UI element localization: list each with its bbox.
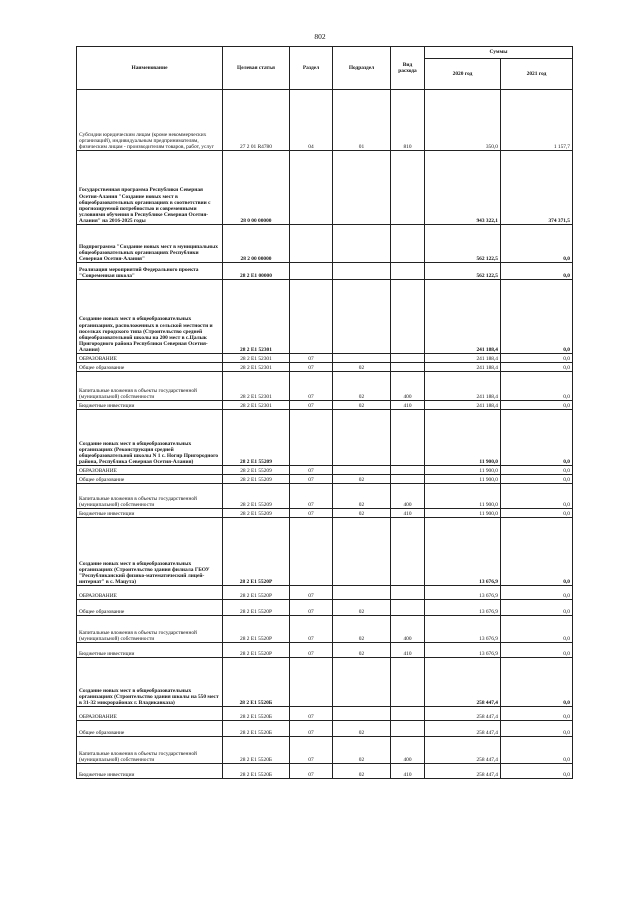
table-row — [77, 90, 573, 151]
row-expense-type — [391, 363, 425, 372]
row-section: 07 — [290, 466, 333, 475]
row-sum-2021: 0,0 — [501, 586, 573, 600]
row-subsection: 02 — [333, 401, 391, 410]
row-target-code: 28 2 E1 5520Б — [223, 721, 290, 737]
row-subsection: 02 — [333, 721, 391, 737]
row-name: Субсидии юридическим лицам (кроме некоммерческих организаций), индивидуальным предпринимателям, физическим лицам - производителям товаров, работ, услуг — [77, 90, 223, 151]
row-sum-2020: 241 188,4 — [425, 372, 501, 401]
row-section: 07 — [290, 737, 333, 764]
table-row — [77, 151, 573, 225]
row-sum-2020: 258 447,4 — [425, 764, 501, 779]
row-sum-2020: 241 188,4 — [425, 354, 501, 363]
row-subsection: 02 — [333, 475, 391, 484]
row-expense-type: 410 — [391, 509, 425, 518]
table-row — [77, 410, 573, 466]
row-subsection — [333, 280, 391, 354]
table-row — [77, 764, 573, 779]
row-name: Создание новых мест в общеобразовательных организациях, расположенных в сельской местности и поселках городского типа (Строительство средней общеобразовательной школы на 200 мест в с.Цалык Пригородного района Республики Северная Осетия-Алания) — [77, 280, 223, 354]
row-subsection: 02 — [333, 643, 391, 658]
table-row — [77, 643, 573, 658]
row-section: 07 — [290, 616, 333, 643]
row-sum-2020: 241 188,4 — [425, 363, 501, 372]
row-section — [290, 658, 333, 707]
row-target-code: 28 2 E1 5520Б — [223, 707, 290, 721]
row-sum-2020: 943 322,1 — [425, 151, 501, 225]
row-name: Бюджетные инвестиции — [77, 764, 223, 779]
row-section — [290, 263, 333, 280]
page-number: 802 — [314, 32, 326, 41]
row-expense-type — [391, 658, 425, 707]
row-subsection: 01 — [333, 90, 391, 151]
row-target-code: 28 2 E1 00000 — [223, 263, 290, 280]
row-sum-2020: 11 900,0 — [425, 410, 501, 466]
row-name: Бюджетные инвестиции — [77, 401, 223, 410]
row-target-code: 28 2 E1 5520Р — [223, 518, 290, 586]
row-subsection: 02 — [333, 737, 391, 764]
row-expense-type — [391, 518, 425, 586]
row-name: Капитальные вложения в объекты государственной (муниципальной) собственности — [77, 737, 223, 764]
row-sum-2021: 0,0 — [501, 707, 573, 721]
row-name: Реализация мероприятий Федерального проекта "Современная школа" — [77, 263, 223, 280]
row-target-code: 28 2 E1 55209 — [223, 466, 290, 475]
row-target-code: 28 2 E1 5520Б — [223, 658, 290, 707]
row-sum-2020: 562 122,5 — [425, 263, 501, 280]
row-sum-2020: 258 447,4 — [425, 737, 501, 764]
row-sum-2020: 11 900,0 — [425, 484, 501, 509]
row-target-code: 28 2 E1 5520Р — [223, 643, 290, 658]
row-sum-2021: 0,0 — [501, 721, 573, 737]
table-row — [77, 401, 573, 410]
row-sum-2020: 241 188,4 — [425, 401, 501, 410]
row-section: 07 — [290, 372, 333, 401]
table-row — [77, 484, 573, 509]
row-target-code: 28 2 E1 52301 — [223, 372, 290, 401]
row-target-code: 28 2 E1 5520Р — [223, 616, 290, 643]
table-row — [77, 737, 573, 764]
header-subsection: Подраздел — [333, 47, 391, 90]
row-sum-2020: 13 676,9 — [425, 643, 501, 658]
row-subsection: 02 — [333, 372, 391, 401]
row-expense-type — [391, 707, 425, 721]
row-expense-type: 410 — [391, 401, 425, 410]
row-sum-2021: 0,0 — [501, 616, 573, 643]
row-name: ОБРАЗОВАНИЕ — [77, 707, 223, 721]
row-name: Общее образование — [77, 600, 223, 616]
row-sum-2021: 0,0 — [501, 225, 573, 263]
row-section — [290, 518, 333, 586]
row-expense-type: 410 — [391, 643, 425, 658]
row-target-code: 28 2 E1 5520Б — [223, 737, 290, 764]
row-sum-2020: 13 676,9 — [425, 518, 501, 586]
row-target-code: 28 2 00 00000 — [223, 225, 290, 263]
header-name: Наименование — [77, 47, 223, 90]
table-header — [77, 47, 573, 90]
row-sum-2021: 0,0 — [501, 475, 573, 484]
row-expense-type: 810 — [391, 90, 425, 151]
row-subsection: 02 — [333, 616, 391, 643]
row-name: ОБРАЗОВАНИЕ — [77, 354, 223, 363]
row-sum-2020: 11 900,0 — [425, 466, 501, 475]
row-section: 07 — [290, 354, 333, 363]
table-row — [77, 372, 573, 401]
row-subsection — [333, 586, 391, 600]
table-row — [77, 475, 573, 484]
table-row — [77, 586, 573, 600]
table-row — [77, 616, 573, 643]
row-sum-2021: 0,0 — [501, 658, 573, 707]
table-row — [77, 600, 573, 616]
row-target-code: 28 2 E1 52301 — [223, 401, 290, 410]
row-name: Общее образование — [77, 475, 223, 484]
row-subsection — [333, 658, 391, 707]
row-target-code: 28 2 E1 55209 — [223, 484, 290, 509]
row-sum-2021: 0,0 — [501, 363, 573, 372]
row-section: 07 — [290, 600, 333, 616]
row-name: Создание новых мест в общеобразовательных организациях (Строительство здания школы на 550 мест в 31-32 микрорайонах г. Владикавказа) — [77, 658, 223, 707]
row-expense-type: 400 — [391, 484, 425, 509]
table-row — [77, 721, 573, 737]
row-name: ОБРАЗОВАНИЕ — [77, 466, 223, 475]
row-section — [290, 151, 333, 225]
row-sum-2021: 0,0 — [501, 509, 573, 518]
row-expense-type — [391, 280, 425, 354]
row-sum-2020: 13 676,9 — [425, 600, 501, 616]
row-sum-2021: 0,0 — [501, 354, 573, 363]
row-expense-type: 400 — [391, 737, 425, 764]
row-subsection — [333, 518, 391, 586]
row-sum-2021: 0,0 — [501, 410, 573, 466]
row-name: Общее образование — [77, 721, 223, 737]
row-subsection — [333, 263, 391, 280]
header-code: Целевая статья — [223, 47, 290, 90]
row-expense-type — [391, 466, 425, 475]
row-section — [290, 280, 333, 354]
row-expense-type — [391, 263, 425, 280]
row-sum-2020: 258 447,4 — [425, 658, 501, 707]
row-expense-type — [391, 354, 425, 363]
row-expense-type: 400 — [391, 372, 425, 401]
row-target-code: 28 2 E1 5520Р — [223, 586, 290, 600]
row-subsection: 02 — [333, 764, 391, 779]
header-type: Вид расхода — [391, 47, 425, 90]
table-row — [77, 354, 573, 363]
table-row — [77, 518, 573, 586]
table-row — [77, 225, 573, 263]
row-sum-2020: 11 900,0 — [425, 509, 501, 518]
row-sum-2020: 258 447,4 — [425, 707, 501, 721]
row-sum-2021: 0,0 — [501, 737, 573, 764]
row-sum-2021: 0,0 — [501, 280, 573, 354]
row-subsection: 02 — [333, 363, 391, 372]
row-sum-2021: 374 371,5 — [501, 151, 573, 225]
row-sum-2021: 0,0 — [501, 518, 573, 586]
row-name: Бюджетные инвестиции — [77, 509, 223, 518]
row-target-code: 28 2 E1 55209 — [223, 475, 290, 484]
row-name: Общее образование — [77, 363, 223, 372]
row-target-code: 28 0 00 00000 — [223, 151, 290, 225]
row-sum-2020: 13 676,9 — [425, 616, 501, 643]
table-row — [77, 658, 573, 707]
row-sum-2020: 11 900,0 — [425, 475, 501, 484]
row-subsection — [333, 225, 391, 263]
row-target-code: 28 2 E1 52301 — [223, 354, 290, 363]
row-sum-2021: 0,0 — [501, 484, 573, 509]
budget-table — [76, 46, 573, 779]
table-row — [77, 466, 573, 475]
row-section: 04 — [290, 90, 333, 151]
row-sum-2021: 0,0 — [501, 372, 573, 401]
row-name: ОБРАЗОВАНИЕ — [77, 586, 223, 600]
row-expense-type — [391, 721, 425, 737]
row-expense-type — [391, 586, 425, 600]
row-sum-2020: 241 188,4 — [425, 280, 501, 354]
row-name: Создание новых мест в общеобразовательных организациях (Строительство здания филиала ГБОУ "Республиканский физико-математический лицей-интернат" в с. Мацута) — [77, 518, 223, 586]
row-sum-2020: 350,0 — [425, 90, 501, 151]
row-sum-2021: 1 157,7 — [501, 90, 573, 151]
header-2021: 2021 год — [501, 59, 573, 90]
row-name: Государственная программа Республики Северная Осетия-Алания "Создание новых мест в общеобразовательных организациях в соответствии с прогнозируемой потребностью и современными условиями обучения в Республике Северная Осетия-Алания" на 2016-2025 годы — [77, 151, 223, 225]
row-subsection: 02 — [333, 509, 391, 518]
row-target-code: 28 2 E1 5520Б — [223, 764, 290, 779]
row-section: 07 — [290, 363, 333, 372]
row-sum-2020: 258 447,4 — [425, 721, 501, 737]
row-subsection — [333, 466, 391, 475]
row-name: Создание новых мест в общеобразовательных организациях (Реконструкция средней общеобразовательной школы N 1 с. Ногир Пригородного района, Республика Северная Осетия-Алания) — [77, 410, 223, 466]
row-expense-type: 400 — [391, 616, 425, 643]
row-section: 07 — [290, 484, 333, 509]
row-subsection — [333, 707, 391, 721]
row-expense-type — [391, 151, 425, 225]
row-sum-2021: 0,0 — [501, 600, 573, 616]
row-expense-type — [391, 225, 425, 263]
row-section: 07 — [290, 475, 333, 484]
row-target-code: 28 2 E1 52301 — [223, 280, 290, 354]
table-row — [77, 280, 573, 354]
row-section: 07 — [290, 643, 333, 658]
row-name: Капитальные вложения в объекты государственной (муниципальной) собственности — [77, 484, 223, 509]
row-expense-type — [391, 600, 425, 616]
row-section: 07 — [290, 509, 333, 518]
row-section — [290, 225, 333, 263]
row-section — [290, 410, 333, 466]
row-target-code: 28 2 E1 55209 — [223, 410, 290, 466]
table-body — [77, 90, 573, 779]
row-target-code: 28 2 E1 52301 — [223, 363, 290, 372]
row-sum-2021: 0,0 — [501, 401, 573, 410]
row-name: Капитальные вложения в объекты государственной (муниципальной) собственности — [77, 372, 223, 401]
row-sum-2020: 13 676,9 — [425, 586, 501, 600]
row-name: Бюджетные инвестиции — [77, 643, 223, 658]
row-sum-2021: 0,0 — [501, 764, 573, 779]
row-subsection: 02 — [333, 484, 391, 509]
row-section: 07 — [290, 764, 333, 779]
row-sum-2021: 0,0 — [501, 263, 573, 280]
row-expense-type — [391, 410, 425, 466]
row-subsection — [333, 410, 391, 466]
row-subsection: 02 — [333, 600, 391, 616]
header-sums: Суммы — [425, 47, 573, 59]
row-subsection — [333, 151, 391, 225]
row-target-code: 27 2 01 R4780 — [223, 90, 290, 151]
table-row — [77, 509, 573, 518]
row-section: 07 — [290, 707, 333, 721]
header-2020: 2020 год — [425, 59, 501, 90]
row-subsection — [333, 354, 391, 363]
row-section: 07 — [290, 721, 333, 737]
row-sum-2020: 562 122,5 — [425, 225, 501, 263]
row-sum-2021: 0,0 — [501, 643, 573, 658]
header-section: Раздел — [290, 47, 333, 90]
row-sum-2021: 0,0 — [501, 466, 573, 475]
row-name: Капитальные вложения в объекты государственной (муниципальной) собственности — [77, 616, 223, 643]
row-target-code: 28 2 E1 55209 — [223, 509, 290, 518]
row-expense-type: 410 — [391, 764, 425, 779]
row-name: Подпрограмма "Создание новых мест в муниципальных общеобразовательных организациях Республики Северная Осетия-Алания" — [77, 225, 223, 263]
row-section: 07 — [290, 586, 333, 600]
row-expense-type — [391, 475, 425, 484]
table-row — [77, 263, 573, 280]
table-row — [77, 363, 573, 372]
row-target-code: 28 2 E1 5520Р — [223, 600, 290, 616]
row-section: 07 — [290, 401, 333, 410]
table-row — [77, 707, 573, 721]
